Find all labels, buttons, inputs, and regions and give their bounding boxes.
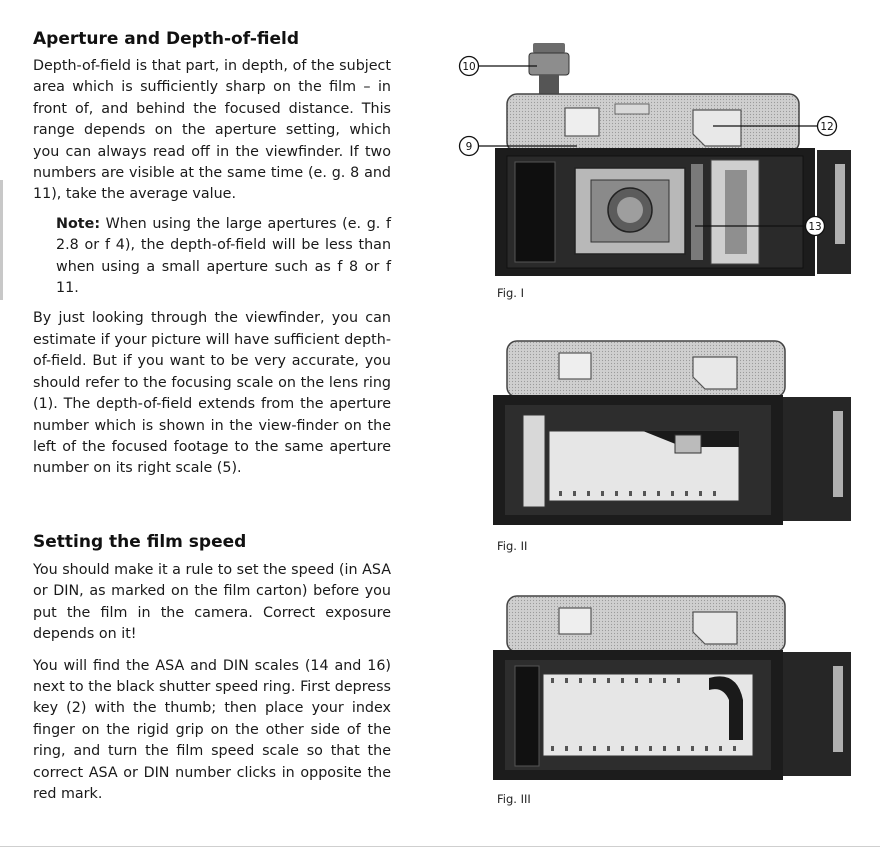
figure-3-caption: Fig. III [497,792,531,806]
section-aperture [33,28,391,480]
paragraph-depth-of-field: Depth-of-field is that part, in depth, of the subject area which is sufficiently sharp on the film – in front of, and behind the focused distance. This range depends on the aperture setting, which you can always read off in the viewfinder. If two numbers are visible at the same time (e. g. 8 and 11), take the average value. [33,58,391,203]
camera-open-back-icon [455,38,851,283]
figure-1-caption: Fig. I [497,286,524,300]
note-text: When using the large apertures (e. g. f 2.8 or f 4), the depth-of-field will be less than when using a small aperture such as f 8 or f 11. [56,215,391,297]
callout-10-label: 10 [462,61,476,73]
callout-13-label: 13 [808,221,822,233]
callout-9-label: 9 [465,141,473,153]
note-paragraph [33,214,391,300]
camera-film-loaded-icon [493,590,851,785]
page-edge-shadow [0,180,3,300]
section-film-speed [33,531,391,805]
section-title-aperture: Aperture and Depth-of-field [33,29,300,49]
figure-2 [493,335,851,553]
figure-3 [493,590,851,806]
paragraph-asa-din-scales: You will find the ASA and DIN scales (14 and 16) next to the black shutter speed ring. First depress key (2) with the thumb; then place your index finger on the rigid grip on the other side of the ring, and turn the film speed scale so that the correct ASA or DIN number clicks in opposite the red mark. [33,657,391,803]
note-label: Note: [56,215,101,232]
figure-2-caption: Fig. II [497,539,528,553]
page-bottom-edge [0,846,880,847]
callout-12-label: 12 [820,121,834,133]
section-title-film-speed: Setting the film speed [33,532,247,552]
paragraph-film-speed-rule: You should make it a rule to set the speed (in ASA or DIN, as marked on the film carton) before you put the film in the camera. Correct exposure depends on it! [33,562,391,643]
figure-1 [455,38,851,300]
camera-film-loading-icon [493,335,851,530]
paragraph-viewfinder: By just looking through the viewfinder, you can estimate if your picture will have sufficient depth-of-field. But if you want to be very accurate, you should refer to the focusing scale on the lens ring (1). The depth-of-field extends from the aperture number which is shown in the view-finder on the left of the focused footage to the same aperture number on its right scale (5). [33,310,391,477]
